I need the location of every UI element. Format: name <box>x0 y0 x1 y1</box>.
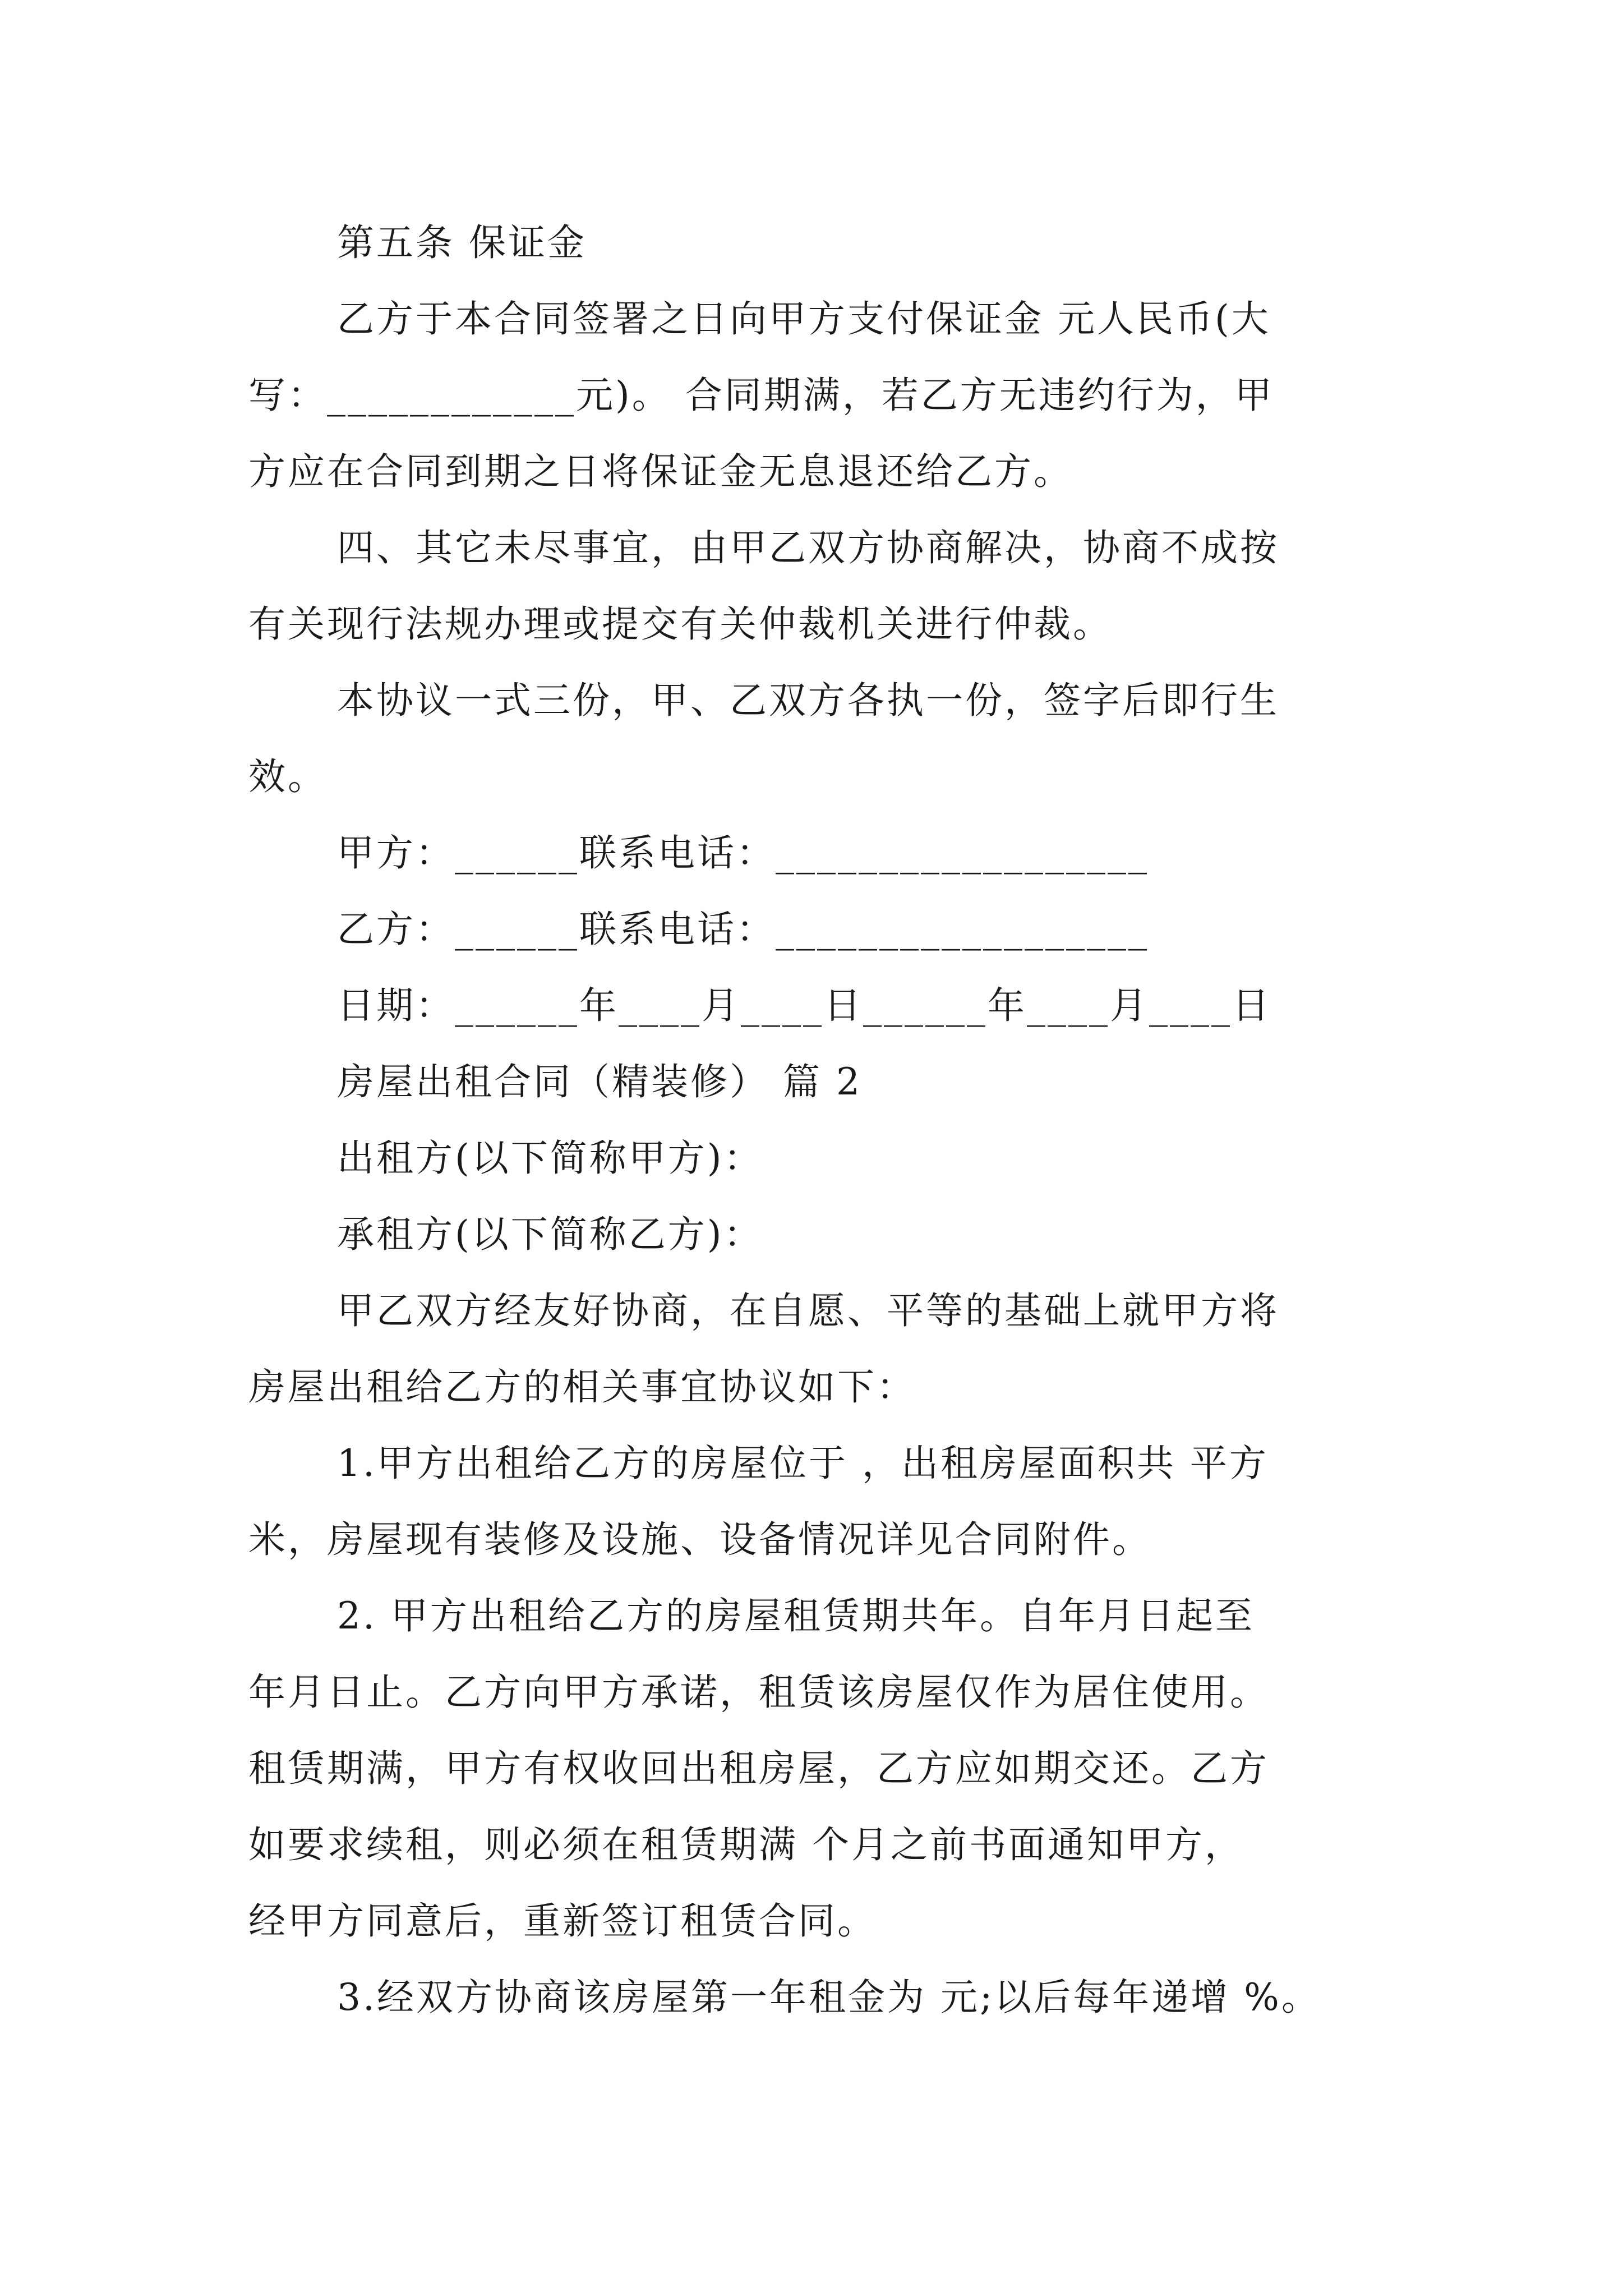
line-22: 如要求续租，则必须在租赁期满 个月之前书面通知甲方， <box>248 1823 1244 1866</box>
line-10: 乙方：______联系电话：__________________ <box>337 908 1149 951</box>
line-11: 日期：______年____月____日______年____月____日 <box>337 984 1271 1027</box>
line-6: 有关现行法规办理或提交有关仲裁机关进行仲裁。 <box>248 602 1112 646</box>
line-5: 四、其它未尽事宜，由甲乙双方协商解决，协商不成按 <box>337 526 1279 569</box>
line-14: 承租方(以下简称乙方)： <box>337 1213 763 1256</box>
line-9: 甲方：______联系电话：__________________ <box>337 831 1149 875</box>
line-17: 1.甲方出租给乙方的房屋位于 ，出租房屋面积共 平方 <box>337 1442 1269 1485</box>
line-4: 方应在合同到期之日将保证金无息退还给乙方。 <box>248 450 1073 493</box>
line-23: 经甲方同意后，重新签订租赁合同。 <box>248 1899 877 1943</box>
line-2: 乙方于本合同签署之日向甲方支付保证金 元人民币(大 <box>337 297 1271 341</box>
line-13: 出租方(以下简称甲方)： <box>337 1137 763 1180</box>
line-8: 效。 <box>248 755 327 798</box>
line-18: 米，房屋现有装修及设施、设备情况详见合同附件。 <box>248 1518 1151 1561</box>
line-15: 甲乙双方经友好协商，在自愿、平等的基础上就甲方将 <box>337 1289 1279 1332</box>
line-12: 房屋出租合同（精装修） 篇 2 <box>337 1060 862 1103</box>
line-24: 3.经双方协商该房屋第一年租金为 元;以后每年递增 %。 <box>337 1976 1321 2019</box>
line-20: 年月日止。乙方向甲方承诺，租赁该房屋仅作为居住使用。 <box>248 1671 1269 1714</box>
line-3: 写：____________元)。 合同期满，若乙方无违约行为，甲 <box>248 374 1274 417</box>
line-16: 房屋出租给乙方的相关事宜协议如下： <box>248 1365 916 1409</box>
line-21: 租赁期满，甲方有权收回出租房屋，乙方应如期交还。乙方 <box>248 1747 1269 1790</box>
line-7: 本协议一式三份，甲、乙双方各执一份，签字后即行生 <box>337 679 1279 722</box>
line-19: 2. 甲方出租给乙方的房屋租赁期共年。自年月日起至 <box>337 1594 1255 1637</box>
line-1: 第五条 保证金 <box>337 221 587 264</box>
